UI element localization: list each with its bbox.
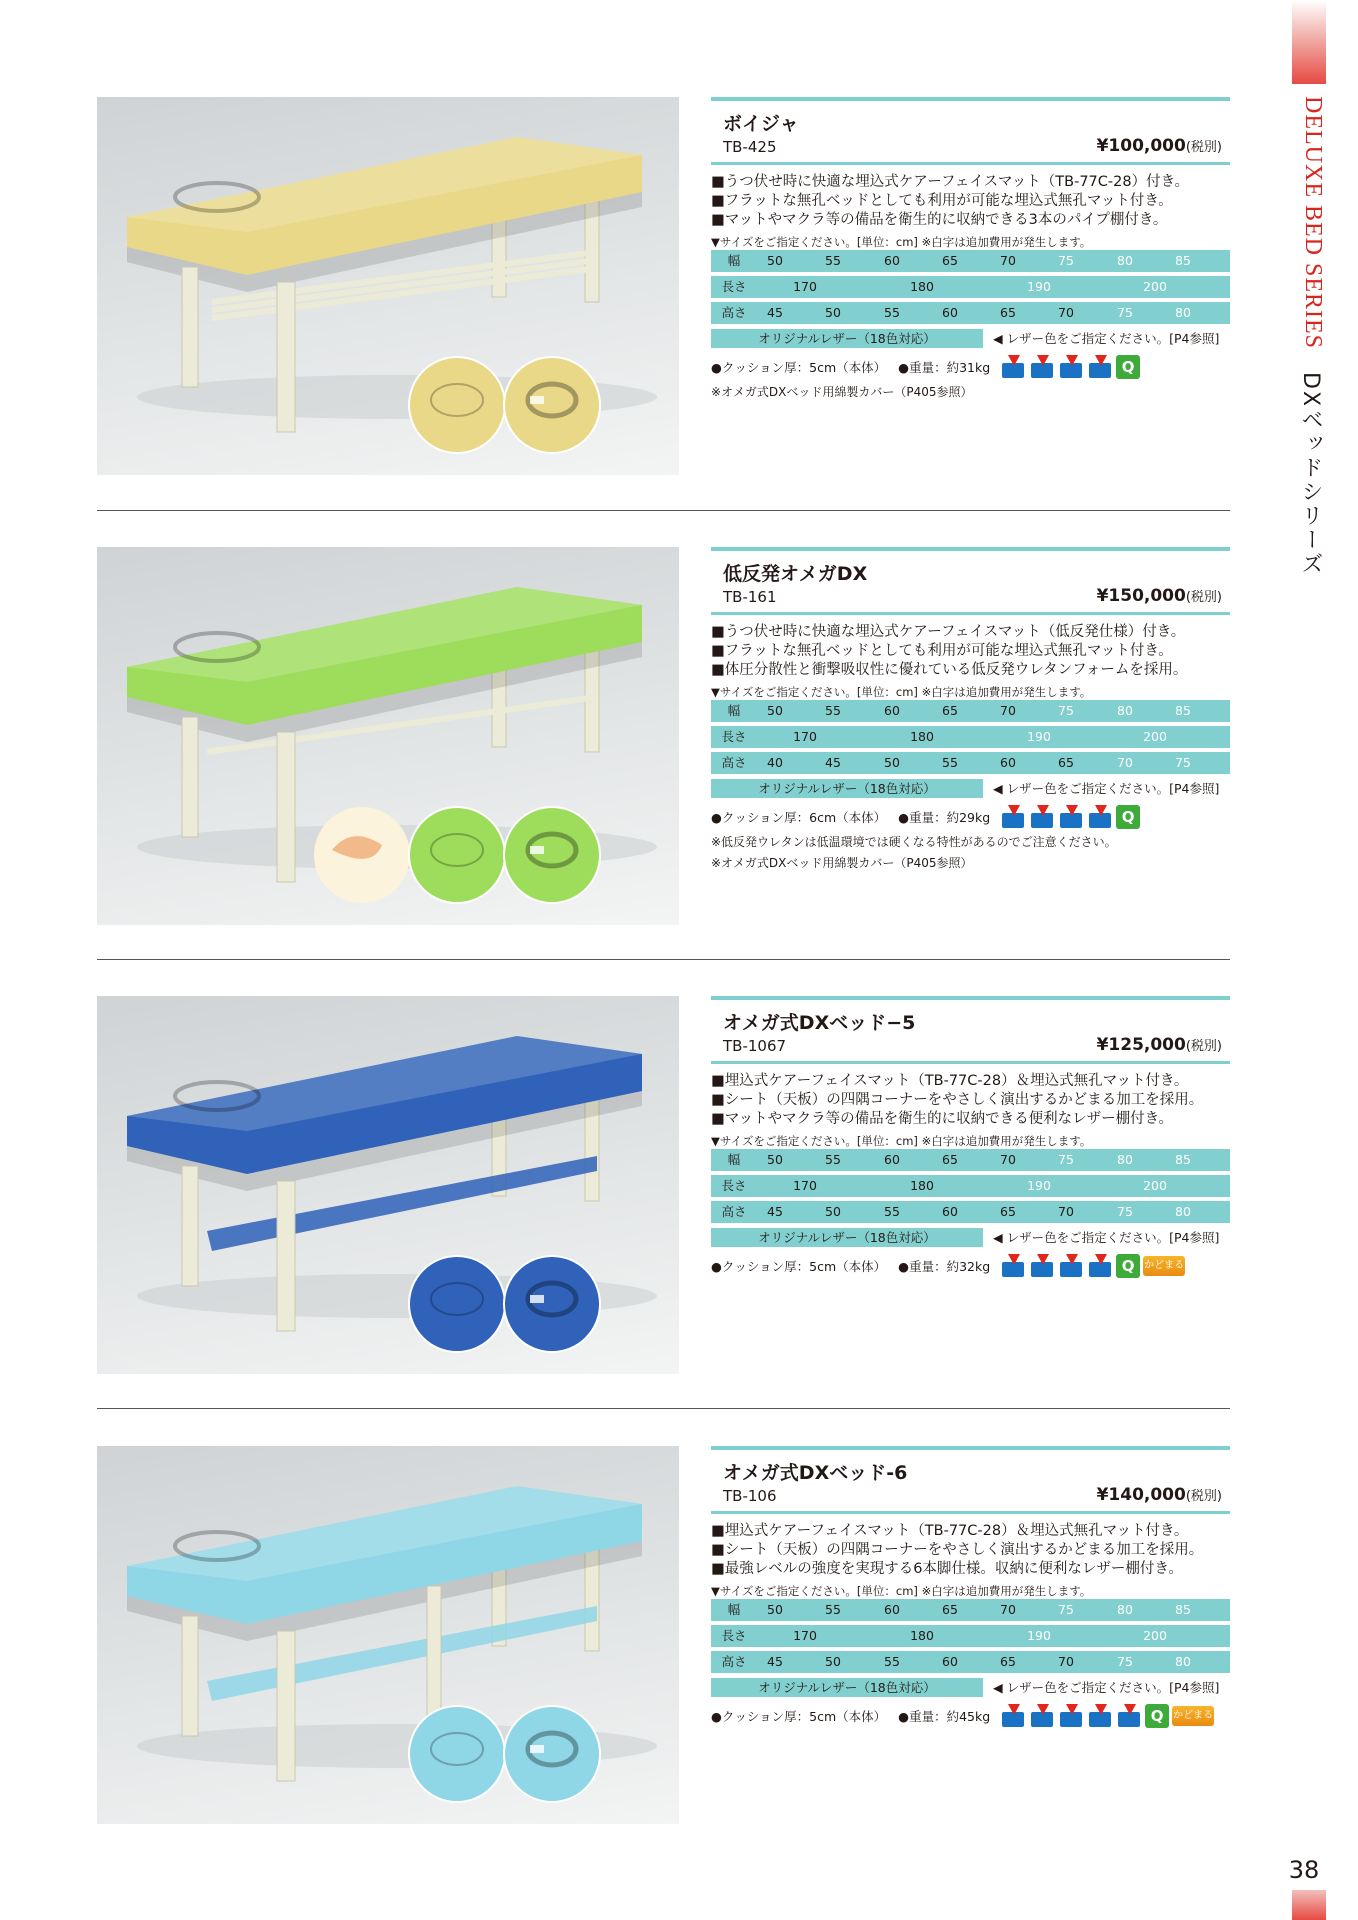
product-name: 低反発オメガDX xyxy=(723,563,868,585)
bed-photo-illustration xyxy=(97,1446,679,1824)
feature-list xyxy=(711,623,1230,680)
sub-rule xyxy=(711,612,1230,615)
width-row xyxy=(711,700,1230,722)
spec-line xyxy=(711,354,1230,380)
height-row-value: 45 xyxy=(767,1654,783,1669)
width-row-value: 70 xyxy=(1000,1152,1016,1167)
feature-item: ■シート（天板）の四隅コーナーをやさしく演出するかどまる加工を採用。 xyxy=(711,1542,1204,1558)
product-price xyxy=(1097,136,1230,156)
arrow-cube-icon xyxy=(1000,805,1026,829)
arrow-cube-icon xyxy=(1116,1704,1142,1728)
weight-spec: ●重量：約29kg xyxy=(898,810,991,825)
sub-rule xyxy=(711,1061,1230,1064)
feature-item: ■埋込式ケアーフェイスマット（TB-77C-28）＆埋込式無孔マット付き。 xyxy=(711,1073,1189,1089)
height-row xyxy=(711,1651,1230,1673)
width-row-value: 80 xyxy=(1117,253,1133,268)
leather-label: オリジナルレザー（18色対応） xyxy=(711,779,983,798)
arrow-cube-icon xyxy=(1029,355,1055,379)
feature-list xyxy=(711,173,1230,230)
size-note: ▼サイズをご指定ください。[単位：cm] ※白字は追加費用が発生します。 xyxy=(711,1584,1092,1598)
size-note: ▼サイズをご指定ください。[単位：cm] ※白字は追加費用が発生します。 xyxy=(711,235,1092,249)
width-row xyxy=(711,1599,1230,1621)
height-row-value: 65 xyxy=(1000,1204,1016,1219)
feature-list xyxy=(711,1522,1230,1579)
feature-item: ■フラットな無孔ベッドとしても利用が可能な埋込式無孔マット付き。 xyxy=(711,193,1173,209)
weight-spec: ●重量：約32kg xyxy=(898,1259,991,1274)
width-row-value: 50 xyxy=(767,253,783,268)
length-row-value: 170 xyxy=(793,1628,817,1643)
width-row-value: 75 xyxy=(1058,703,1074,718)
header-rule xyxy=(711,996,1230,1000)
code-price-row xyxy=(711,1483,1230,1505)
length-row-value: 200 xyxy=(1143,1628,1167,1643)
leather-row xyxy=(711,1677,1230,1697)
width-row-value: 85 xyxy=(1175,1602,1191,1617)
product-section xyxy=(97,996,1230,1374)
product-note: ※低反発ウレタンは低温環境では硬くなる特性があるのでご注意ください。 xyxy=(711,835,1117,849)
width-row-value: 85 xyxy=(1175,703,1191,718)
code-price-row xyxy=(711,134,1230,156)
product-price xyxy=(1097,1485,1230,1505)
width-row-value: 55 xyxy=(825,1602,841,1617)
height-row-value: 60 xyxy=(1000,755,1016,770)
width-row-value: 70 xyxy=(1000,253,1016,268)
height-row-value: 70 xyxy=(1058,1204,1074,1219)
length-row-value: 170 xyxy=(793,279,817,294)
height-row-value: 50 xyxy=(825,1204,841,1219)
product-info xyxy=(711,97,1230,401)
feature-icons xyxy=(1000,1704,1214,1728)
leather-label: オリジナルレザー（18色対応） xyxy=(711,329,983,348)
arrow-cube-icon xyxy=(1087,805,1113,829)
product-note: ※オメガ式DXベッド用綿製カバー（P405参照） xyxy=(711,385,973,399)
length-row-value: 180 xyxy=(910,279,934,294)
width-row-value: 70 xyxy=(1000,703,1016,718)
width-row-value: 80 xyxy=(1117,1152,1133,1167)
feature-item: ■うつ伏せ時に快適な埋込式ケアーフェイスマット（TB-77C-28）付き。 xyxy=(711,174,1190,190)
length-row-value: 180 xyxy=(910,1628,934,1643)
cushion-spec: ●クッション厚：5cm（本体） xyxy=(711,360,887,375)
height-row-value: 75 xyxy=(1117,305,1133,320)
product-section xyxy=(97,1446,1230,1824)
width-row-value: 55 xyxy=(825,1152,841,1167)
magnifier-icon: Q xyxy=(1116,355,1140,379)
height-row-value: 65 xyxy=(1000,1654,1016,1669)
product-price xyxy=(1097,586,1230,606)
height-row-value: 45 xyxy=(825,755,841,770)
height-row-value: 40 xyxy=(767,755,783,770)
series-title: DELUXE BED SERIES xyxy=(1300,96,1326,349)
section-divider xyxy=(97,959,1230,960)
arrow-cube-icon xyxy=(1000,1704,1026,1728)
length-row-value: 190 xyxy=(1027,1628,1051,1643)
height-row-value: 50 xyxy=(825,305,841,320)
height-row xyxy=(711,752,1230,774)
height-row-label: 高さ xyxy=(721,755,747,770)
feature-item: ■体圧分散性と衝撃吸収性に優れている低反発ウレタンフォームを採用。 xyxy=(711,662,1188,678)
tax-label: (税別) xyxy=(1185,590,1222,605)
height-row-label: 高さ xyxy=(721,1204,747,1219)
arrow-cube-icon xyxy=(1058,805,1084,829)
leather-note: ◀ レザー色をご指定ください。[P4参照] xyxy=(993,1680,1220,1695)
height-row-value: 55 xyxy=(884,1204,900,1219)
height-row-value: 60 xyxy=(942,1654,958,1669)
feature-item: ■マットやマクラ等の備品を衛生的に収納できる便利なレザー棚付き。 xyxy=(711,1111,1174,1127)
height-row-value: 75 xyxy=(1117,1204,1133,1219)
width-row-value: 65 xyxy=(942,253,958,268)
header-rule xyxy=(711,1446,1230,1450)
magnifier-icon: Q xyxy=(1145,1704,1169,1728)
width-row-value: 50 xyxy=(767,1602,783,1617)
width-row-value: 65 xyxy=(942,703,958,718)
weight-spec: ●重量：約31kg xyxy=(898,360,991,375)
width-row xyxy=(711,1149,1230,1171)
height-row-label: 高さ xyxy=(721,1654,747,1669)
magnifier-icon: Q xyxy=(1116,805,1140,829)
product-code: TB-106 xyxy=(723,1487,777,1505)
price-value: ¥125,000 xyxy=(1096,1035,1186,1055)
height-row-value: 60 xyxy=(942,1204,958,1219)
height-row-value: 75 xyxy=(1117,1654,1133,1669)
size-note: ▼サイズをご指定ください。[単位：cm] ※白字は追加費用が発生します。 xyxy=(711,685,1092,699)
product-name: オメガ式DXベッド−5 xyxy=(723,1012,916,1034)
feature-icons xyxy=(1000,1254,1185,1278)
size-note: ▼サイズをご指定ください。[単位：cm] ※白字は追加費用が発生します。 xyxy=(711,1134,1092,1148)
leather-note: ◀ レザー色をご指定ください。[P4参照] xyxy=(993,1230,1220,1245)
height-row-value: 45 xyxy=(767,1204,783,1219)
length-row-value: 200 xyxy=(1143,729,1167,744)
arrow-cube-icon xyxy=(1087,1254,1113,1278)
width-row-value: 80 xyxy=(1117,703,1133,718)
arrow-cube-icon xyxy=(1087,355,1113,379)
cushion-spec: ●クッション厚：5cm（本体） xyxy=(711,1259,887,1274)
width-row-value: 80 xyxy=(1117,1602,1133,1617)
height-row-value: 80 xyxy=(1175,1204,1191,1219)
section-divider xyxy=(97,510,1230,511)
leather-label: オリジナルレザー（18色対応） xyxy=(711,1228,983,1247)
length-row-label: 長さ xyxy=(721,1628,747,1643)
product-note: ※オメガ式DXベッド用綿製カバー（P405参照） xyxy=(711,856,973,870)
sub-rule xyxy=(711,162,1230,165)
width-row-value: 75 xyxy=(1058,1152,1074,1167)
leather-row xyxy=(711,328,1230,348)
height-row-value: 55 xyxy=(884,305,900,320)
tax-label: (税別) xyxy=(1185,1039,1222,1054)
bed-photo-illustration xyxy=(97,97,679,475)
kadomaru-icon: かどまる xyxy=(1143,1256,1185,1276)
product-code: TB-425 xyxy=(723,138,777,156)
header-rule xyxy=(711,97,1230,101)
length-row xyxy=(711,1175,1230,1197)
feature-item: ■シート（天板）の四隅コーナーをやさしく演出するかどまる加工を採用。 xyxy=(711,1092,1204,1108)
price-value: ¥100,000 xyxy=(1096,136,1186,156)
series-subtitle: DXベッドシリーズ xyxy=(1298,372,1323,577)
width-row-label: 幅 xyxy=(727,703,741,718)
length-row-value: 180 xyxy=(910,729,934,744)
bed-photo-illustration xyxy=(97,547,679,925)
feature-item: ■最強レベルの強度を実現する6本脚仕様。収納に便利なレザー棚付き。 xyxy=(711,1561,1183,1577)
side-tab-top xyxy=(1292,0,1326,84)
height-row-value: 80 xyxy=(1175,305,1191,320)
width-row-value: 70 xyxy=(1000,1602,1016,1617)
height-row-value: 75 xyxy=(1175,755,1191,770)
product-photo xyxy=(97,996,679,1374)
spec-line xyxy=(711,804,1230,830)
width-row-value: 50 xyxy=(767,703,783,718)
length-row-value: 190 xyxy=(1027,279,1051,294)
feature-item: ■うつ伏せ時に快適な埋込式ケアーフェイスマット（低反発仕様）付き。 xyxy=(711,624,1186,640)
height-row-value: 80 xyxy=(1175,1654,1191,1669)
height-row-value: 55 xyxy=(884,1654,900,1669)
length-row xyxy=(711,1625,1230,1647)
sub-rule xyxy=(711,1511,1230,1514)
product-code: TB-161 xyxy=(723,588,777,606)
code-price-row xyxy=(711,1033,1230,1055)
width-row-value: 85 xyxy=(1175,253,1191,268)
height-row-value: 55 xyxy=(942,755,958,770)
length-row-value: 200 xyxy=(1143,279,1167,294)
width-row-label: 幅 xyxy=(727,1152,741,1167)
height-row-value: 70 xyxy=(1058,305,1074,320)
length-row-value: 190 xyxy=(1027,729,1051,744)
width-row-value: 55 xyxy=(825,703,841,718)
length-row-label: 長さ xyxy=(721,729,747,744)
width-row-value: 65 xyxy=(942,1602,958,1617)
height-row-value: 65 xyxy=(1058,755,1074,770)
tax-label: (税別) xyxy=(1185,140,1222,155)
width-row-value: 55 xyxy=(825,253,841,268)
weight-spec: ●重量：約45kg xyxy=(898,1709,991,1724)
cushion-spec: ●クッション厚：6cm（本体） xyxy=(711,810,887,825)
height-row-value: 65 xyxy=(1000,305,1016,320)
width-row-value: 65 xyxy=(942,1152,958,1167)
height-row-label: 高さ xyxy=(721,305,747,320)
height-row-value: 50 xyxy=(884,755,900,770)
arrow-cube-icon xyxy=(1029,1254,1055,1278)
cushion-spec: ●クッション厚：5cm（本体） xyxy=(711,1709,887,1724)
feature-icons xyxy=(1000,355,1140,379)
height-row-value: 70 xyxy=(1058,1654,1074,1669)
length-row-value: 190 xyxy=(1027,1178,1051,1193)
code-price-row xyxy=(711,584,1230,606)
feature-list xyxy=(711,1072,1230,1129)
feature-item: ■埋込式ケアーフェイスマット（TB-77C-28）＆埋込式無孔マット付き。 xyxy=(711,1523,1189,1539)
arrow-cube-icon xyxy=(1058,1254,1084,1278)
height-row xyxy=(711,302,1230,324)
arrow-cube-icon xyxy=(1000,1254,1026,1278)
height-row-value: 45 xyxy=(767,305,783,320)
tax-label: (税別) xyxy=(1185,1489,1222,1504)
arrow-cube-icon xyxy=(1000,355,1026,379)
product-name: ボイジャ xyxy=(723,113,799,135)
product-photo xyxy=(97,1446,679,1824)
arrow-cube-icon xyxy=(1087,1704,1113,1728)
spec-line xyxy=(711,1253,1230,1279)
length-row-value: 170 xyxy=(793,1178,817,1193)
arrow-cube-icon xyxy=(1029,1704,1055,1728)
width-row-label: 幅 xyxy=(727,1602,741,1617)
feature-icons xyxy=(1000,805,1140,829)
product-info xyxy=(711,547,1230,872)
width-row-value: 60 xyxy=(884,253,900,268)
length-row-value: 180 xyxy=(910,1178,934,1193)
width-row-value: 60 xyxy=(884,1602,900,1617)
product-section xyxy=(97,97,1230,475)
length-row-label: 長さ xyxy=(721,279,747,294)
product-info xyxy=(711,1446,1230,1729)
length-row-value: 170 xyxy=(793,729,817,744)
feature-item: ■フラットな無孔ベッドとしても利用が可能な埋込式無孔マット付き。 xyxy=(711,643,1173,659)
kadomaru-icon: かどまる xyxy=(1172,1706,1214,1726)
leather-row xyxy=(711,778,1230,798)
width-row-label: 幅 xyxy=(727,253,741,268)
width-row-value: 75 xyxy=(1058,253,1074,268)
spec-line xyxy=(711,1703,1230,1729)
product-photo xyxy=(97,97,679,475)
section-divider xyxy=(97,1408,1230,1409)
width-row-value: 85 xyxy=(1175,1152,1191,1167)
product-info xyxy=(711,996,1230,1279)
product-price xyxy=(1097,1035,1230,1055)
product-section xyxy=(97,547,1230,925)
length-row xyxy=(711,276,1230,298)
width-row-value: 75 xyxy=(1058,1602,1074,1617)
height-row-value: 60 xyxy=(942,305,958,320)
page-number: 38 xyxy=(1288,1856,1320,1884)
width-row-value: 60 xyxy=(884,703,900,718)
magnifier-icon: Q xyxy=(1116,1254,1140,1278)
arrow-cube-icon xyxy=(1058,1704,1084,1728)
width-row xyxy=(711,250,1230,272)
side-tab-bottom xyxy=(1292,1890,1326,1920)
product-photo xyxy=(97,547,679,925)
length-row-value: 200 xyxy=(1143,1178,1167,1193)
leather-label: オリジナルレザー（18色対応） xyxy=(711,1678,983,1697)
price-value: ¥150,000 xyxy=(1096,586,1186,606)
length-row xyxy=(711,726,1230,748)
price-value: ¥140,000 xyxy=(1096,1485,1186,1505)
arrow-cube-icon xyxy=(1029,805,1055,829)
length-row-label: 長さ xyxy=(721,1178,747,1193)
product-name: オメガ式DXベッド-6 xyxy=(723,1462,908,1484)
height-row-value: 70 xyxy=(1117,755,1133,770)
width-row-value: 60 xyxy=(884,1152,900,1167)
product-code: TB-1067 xyxy=(723,1037,787,1055)
height-row-value: 50 xyxy=(825,1654,841,1669)
leather-row xyxy=(711,1227,1230,1247)
arrow-cube-icon xyxy=(1058,355,1084,379)
bed-photo-illustration xyxy=(97,996,679,1374)
leather-note: ◀ レザー色をご指定ください。[P4参照] xyxy=(993,781,1220,796)
height-row xyxy=(711,1201,1230,1223)
feature-item: ■マットやマクラ等の備品を衛生的に収納できる3本のパイプ棚付き。 xyxy=(711,212,1168,228)
header-rule xyxy=(711,547,1230,551)
leather-note: ◀ レザー色をご指定ください。[P4参照] xyxy=(993,331,1220,346)
width-row-value: 50 xyxy=(767,1152,783,1167)
